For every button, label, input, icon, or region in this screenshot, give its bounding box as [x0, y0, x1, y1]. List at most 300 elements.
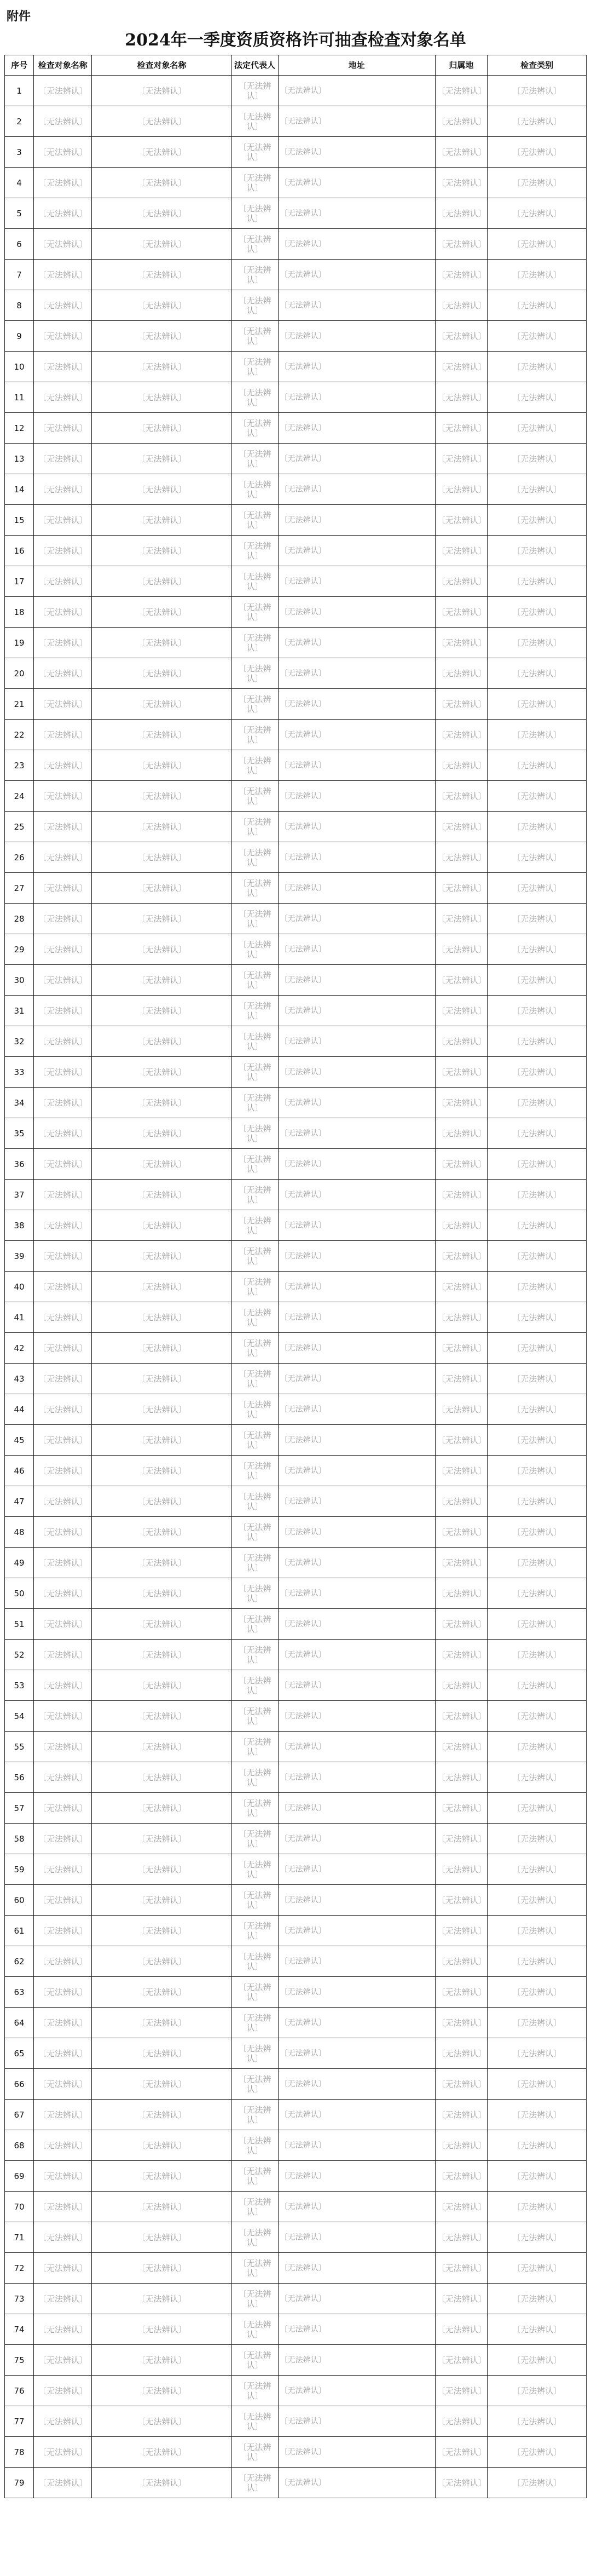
person-cell: 〔无法辨认〕 — [34, 1272, 92, 1302]
organization-name-cell: 〔无法辨认〕 — [92, 658, 231, 689]
inspection-category-cell: 〔无法辨认〕 — [488, 1517, 587, 1548]
region-cell: 〔无法辨认〕 — [435, 812, 488, 842]
region-cell: 〔无法辨认〕 — [435, 1793, 488, 1824]
person-cell: 〔无法辨认〕 — [34, 1762, 92, 1793]
inspection-category-cell: 〔无法辨认〕 — [488, 1762, 587, 1793]
table-row — [5, 2468, 587, 2498]
address-cell: 〔无法辨认〕 — [278, 781, 435, 812]
inspection-category-cell: 〔无法辨认〕 — [488, 168, 587, 198]
region-cell: 〔无法辨认〕 — [435, 1885, 488, 1916]
person-cell: 〔无法辨认〕 — [34, 996, 92, 1026]
person-cell: 〔无法辨认〕 — [34, 474, 92, 505]
address-cell: 〔无法辨认〕 — [278, 2161, 435, 2192]
organization-name-cell: 〔无法辨认〕 — [92, 290, 231, 321]
legal-representative-cell: 〔无法辨认〕 — [231, 536, 278, 566]
inspection-category-cell: 〔无法辨认〕 — [488, 965, 587, 996]
region-cell: 〔无法辨认〕 — [435, 1210, 488, 1241]
inspection-category-cell: 〔无法辨认〕 — [488, 321, 587, 352]
person-cell: 〔无法辨认〕 — [34, 1701, 92, 1732]
region-cell: 〔无法辨认〕 — [435, 1180, 488, 1210]
table-row — [5, 168, 587, 198]
address-cell: 〔无法辨认〕 — [278, 720, 435, 750]
organization-name-cell: 〔无法辨认〕 — [92, 1149, 231, 1180]
legal-representative-cell: 〔无法辨认〕 — [231, 1640, 278, 1670]
table-row — [5, 2437, 587, 2468]
region-cell: 〔无法辨认〕 — [435, 1241, 488, 1272]
region-cell: 〔无法辨认〕 — [435, 628, 488, 658]
legal-representative-cell: 〔无法辨认〕 — [231, 2345, 278, 2376]
row-number-cell: 6 — [5, 229, 34, 260]
address-cell: 〔无法辨认〕 — [278, 628, 435, 658]
organization-name-cell: 〔无法辨认〕 — [92, 2008, 231, 2038]
person-cell: 〔无法辨认〕 — [34, 2069, 92, 2100]
region-cell: 〔无法辨认〕 — [435, 1824, 488, 1854]
row-number-cell: 37 — [5, 1180, 34, 1210]
row-number-cell: 44 — [5, 1394, 34, 1425]
organization-name-cell: 〔无法辨认〕 — [92, 1640, 231, 1670]
organization-name-cell: 〔无法辨认〕 — [92, 628, 231, 658]
legal-representative-cell: 〔无法辨认〕 — [231, 628, 278, 658]
organization-name-cell: 〔无法辨认〕 — [92, 1762, 231, 1793]
row-number-cell: 24 — [5, 781, 34, 812]
inspection-category-cell: 〔无法辨认〕 — [488, 260, 587, 290]
region-cell: 〔无法辨认〕 — [435, 260, 488, 290]
organization-name-cell: 〔无法辨认〕 — [92, 1517, 231, 1548]
row-number-cell: 28 — [5, 904, 34, 934]
inspection-category-cell: 〔无法辨认〕 — [488, 1732, 587, 1762]
table-row — [5, 1486, 587, 1517]
organization-name-cell: 〔无法辨认〕 — [92, 1486, 231, 1517]
region-cell: 〔无法辨认〕 — [435, 505, 488, 536]
address-cell: 〔无法辨认〕 — [278, 1180, 435, 1210]
inspection-category-cell: 〔无法辨认〕 — [488, 2008, 587, 2038]
inspection-category-cell: 〔无法辨认〕 — [488, 904, 587, 934]
legal-representative-cell: 〔无法辨认〕 — [231, 720, 278, 750]
inspection-category-cell: 〔无法辨认〕 — [488, 2222, 587, 2253]
address-cell: 〔无法辨认〕 — [278, 873, 435, 904]
organization-name-cell: 〔无法辨认〕 — [92, 1609, 231, 1640]
table-row — [5, 352, 587, 382]
address-cell: 〔无法辨认〕 — [278, 934, 435, 965]
organization-name-cell: 〔无法辨认〕 — [92, 812, 231, 842]
table-row — [5, 1854, 587, 1885]
address-cell: 〔无法辨认〕 — [278, 1977, 435, 2008]
person-cell: 〔无法辨认〕 — [34, 1946, 92, 1977]
organization-name-cell: 〔无法辨认〕 — [92, 505, 231, 536]
table-row — [5, 1057, 587, 1088]
legal-representative-cell: 〔无法辨认〕 — [231, 2161, 278, 2192]
person-cell: 〔无法辨认〕 — [34, 812, 92, 842]
legal-representative-cell: 〔无法辨认〕 — [231, 1026, 278, 1057]
organization-name-cell: 〔无法辨认〕 — [92, 2437, 231, 2468]
address-cell: 〔无法辨认〕 — [278, 689, 435, 720]
row-number-cell: 75 — [5, 2345, 34, 2376]
table-row — [5, 1517, 587, 1548]
inspection-category-cell: 〔无法辨认〕 — [488, 1210, 587, 1241]
table-row — [5, 1118, 587, 1149]
organization-name-cell: 〔无法辨认〕 — [92, 413, 231, 444]
organization-name-cell: 〔无法辨认〕 — [92, 1701, 231, 1732]
legal-representative-cell: 〔无法辨认〕 — [231, 1793, 278, 1824]
column-header: 地址 — [278, 55, 435, 76]
region-cell: 〔无法辨认〕 — [435, 1916, 488, 1946]
table-row — [5, 842, 587, 873]
table-row — [5, 689, 587, 720]
table-row — [5, 1609, 587, 1640]
region-cell: 〔无法辨认〕 — [435, 873, 488, 904]
legal-representative-cell: 〔无法辨认〕 — [231, 1149, 278, 1180]
table-row — [5, 2192, 587, 2222]
table-row — [5, 720, 587, 750]
table-row — [5, 1302, 587, 1333]
region-cell: 〔无法辨认〕 — [435, 1026, 488, 1057]
table-row — [5, 321, 587, 352]
row-number-cell: 26 — [5, 842, 34, 873]
inspection-category-cell: 〔无法辨认〕 — [488, 873, 587, 904]
row-number-cell: 21 — [5, 689, 34, 720]
person-cell: 〔无法辨认〕 — [34, 1609, 92, 1640]
person-cell: 〔无法辨认〕 — [34, 1118, 92, 1149]
organization-name-cell: 〔无法辨认〕 — [92, 1885, 231, 1916]
person-cell: 〔无法辨认〕 — [34, 2038, 92, 2069]
legal-representative-cell: 〔无法辨认〕 — [231, 1701, 278, 1732]
organization-name-cell: 〔无法辨认〕 — [92, 1057, 231, 1088]
organization-name-cell: 〔无法辨认〕 — [92, 2468, 231, 2498]
table-row — [5, 597, 587, 628]
region-cell: 〔无法辨认〕 — [435, 2284, 488, 2314]
inspection-category-cell: 〔无法辨认〕 — [488, 1026, 587, 1057]
inspection-category-cell: 〔无法辨认〕 — [488, 1916, 587, 1946]
legal-representative-cell: 〔无法辨认〕 — [231, 413, 278, 444]
person-cell: 〔无法辨认〕 — [34, 2253, 92, 2284]
region-cell: 〔无法辨认〕 — [435, 750, 488, 781]
row-number-cell: 35 — [5, 1118, 34, 1149]
inspection-category-cell: 〔无法辨认〕 — [488, 2130, 587, 2161]
region-cell: 〔无法辨认〕 — [435, 137, 488, 168]
person-cell: 〔无法辨认〕 — [34, 505, 92, 536]
region-cell: 〔无法辨认〕 — [435, 996, 488, 1026]
legal-representative-cell: 〔无法辨认〕 — [231, 229, 278, 260]
row-number-cell: 45 — [5, 1425, 34, 1456]
organization-name-cell: 〔无法辨认〕 — [92, 1302, 231, 1333]
person-cell: 〔无法辨认〕 — [34, 1026, 92, 1057]
person-cell: 〔无法辨认〕 — [34, 260, 92, 290]
region-cell: 〔无法辨认〕 — [435, 229, 488, 260]
organization-name-cell: 〔无法辨认〕 — [92, 2038, 231, 2069]
person-cell: 〔无法辨认〕 — [34, 536, 92, 566]
table-row — [5, 444, 587, 474]
row-number-cell: 67 — [5, 2100, 34, 2130]
person-cell: 〔无法辨认〕 — [34, 597, 92, 628]
table-row — [5, 76, 587, 106]
row-number-cell: 54 — [5, 1701, 34, 1732]
legal-representative-cell: 〔无法辨认〕 — [231, 1824, 278, 1854]
row-number-cell: 76 — [5, 2376, 34, 2406]
address-cell: 〔无法辨认〕 — [278, 1701, 435, 1732]
legal-representative-cell: 〔无法辨认〕 — [231, 352, 278, 382]
legal-representative-cell: 〔无法辨认〕 — [231, 566, 278, 597]
person-cell: 〔无法辨认〕 — [34, 229, 92, 260]
table-row — [5, 1088, 587, 1118]
address-cell: 〔无法辨认〕 — [278, 2376, 435, 2406]
region-cell: 〔无法辨认〕 — [435, 1394, 488, 1425]
person-cell: 〔无法辨认〕 — [34, 720, 92, 750]
person-cell: 〔无法辨认〕 — [34, 965, 92, 996]
legal-representative-cell: 〔无法辨认〕 — [231, 321, 278, 352]
legal-representative-cell: 〔无法辨认〕 — [231, 1057, 278, 1088]
region-cell: 〔无法辨认〕 — [435, 1302, 488, 1333]
table-row — [5, 904, 587, 934]
person-cell: 〔无法辨认〕 — [34, 1149, 92, 1180]
region-cell: 〔无法辨认〕 — [435, 1486, 488, 1517]
person-cell: 〔无法辨认〕 — [34, 2345, 92, 2376]
inspection-category-cell: 〔无法辨认〕 — [488, 1364, 587, 1394]
legal-representative-cell: 〔无法辨认〕 — [231, 781, 278, 812]
organization-name-cell: 〔无法辨认〕 — [92, 2345, 231, 2376]
row-number-cell: 73 — [5, 2284, 34, 2314]
inspection-category-cell: 〔无法辨认〕 — [488, 658, 587, 689]
person-cell: 〔无法辨认〕 — [34, 1180, 92, 1210]
column-header: 序号 — [5, 55, 34, 76]
inspection-category-cell: 〔无法辨认〕 — [488, 628, 587, 658]
row-number-cell: 16 — [5, 536, 34, 566]
table-row — [5, 934, 587, 965]
row-number-cell: 65 — [5, 2038, 34, 2069]
address-cell: 〔无法辨认〕 — [278, 1732, 435, 1762]
address-cell: 〔无法辨认〕 — [278, 2069, 435, 2100]
legal-representative-cell: 〔无法辨认〕 — [231, 2284, 278, 2314]
organization-name-cell: 〔无法辨认〕 — [92, 1548, 231, 1578]
table-row — [5, 658, 587, 689]
address-cell: 〔无法辨认〕 — [278, 1548, 435, 1578]
legal-representative-cell: 〔无法辨认〕 — [231, 842, 278, 873]
table-row — [5, 1333, 587, 1364]
inspection-category-cell: 〔无法辨认〕 — [488, 2437, 587, 2468]
person-cell: 〔无法辨认〕 — [34, 1364, 92, 1394]
region-cell: 〔无法辨认〕 — [435, 2376, 488, 2406]
address-cell: 〔无法辨认〕 — [278, 1578, 435, 1609]
table-row — [5, 1241, 587, 1272]
address-cell: 〔无法辨认〕 — [278, 1916, 435, 1946]
legal-representative-cell: 〔无法辨认〕 — [231, 1302, 278, 1333]
address-cell: 〔无法辨认〕 — [278, 1762, 435, 1793]
address-cell: 〔无法辨认〕 — [278, 1394, 435, 1425]
row-number-cell: 58 — [5, 1824, 34, 1854]
address-cell: 〔无法辨认〕 — [278, 352, 435, 382]
organization-name-cell: 〔无法辨认〕 — [92, 1333, 231, 1364]
person-cell: 〔无法辨认〕 — [34, 566, 92, 597]
table-row — [5, 1701, 587, 1732]
organization-name-cell: 〔无法辨认〕 — [92, 321, 231, 352]
inspection-category-cell: 〔无法辨认〕 — [488, 444, 587, 474]
row-number-cell: 60 — [5, 1885, 34, 1916]
address-cell: 〔无法辨认〕 — [278, 1241, 435, 1272]
organization-name-cell: 〔无法辨认〕 — [92, 2100, 231, 2130]
inspection-category-cell: 〔无法辨认〕 — [488, 781, 587, 812]
row-number-cell: 14 — [5, 474, 34, 505]
person-cell: 〔无法辨认〕 — [34, 1670, 92, 1701]
row-number-cell: 43 — [5, 1364, 34, 1394]
region-cell: 〔无法辨认〕 — [435, 689, 488, 720]
person-cell: 〔无法辨认〕 — [34, 1916, 92, 1946]
address-cell: 〔无法辨认〕 — [278, 2345, 435, 2376]
column-header: 检查对象名称 — [34, 55, 92, 76]
table-row — [5, 996, 587, 1026]
row-number-cell: 13 — [5, 444, 34, 474]
person-cell: 〔无法辨认〕 — [34, 2314, 92, 2345]
table-row — [5, 628, 587, 658]
region-cell: 〔无法辨认〕 — [435, 198, 488, 229]
table-row — [5, 106, 587, 137]
region-cell: 〔无法辨认〕 — [435, 1578, 488, 1609]
region-cell: 〔无法辨认〕 — [435, 566, 488, 597]
address-cell: 〔无法辨认〕 — [278, 1425, 435, 1456]
inspection-category-cell: 〔无法辨认〕 — [488, 2376, 587, 2406]
organization-name-cell: 〔无法辨认〕 — [92, 1118, 231, 1149]
row-number-cell: 62 — [5, 1946, 34, 1977]
legal-representative-cell: 〔无法辨认〕 — [231, 1977, 278, 2008]
row-number-cell: 33 — [5, 1057, 34, 1088]
legal-representative-cell: 〔无法辨认〕 — [231, 444, 278, 474]
person-cell: 〔无法辨认〕 — [34, 1824, 92, 1854]
row-number-cell: 77 — [5, 2406, 34, 2437]
legal-representative-cell: 〔无法辨认〕 — [231, 1272, 278, 1302]
row-number-cell: 61 — [5, 1916, 34, 1946]
organization-name-cell: 〔无法辨认〕 — [92, 2161, 231, 2192]
legal-representative-cell: 〔无法辨认〕 — [231, 168, 278, 198]
person-cell: 〔无法辨认〕 — [34, 2222, 92, 2253]
organization-name-cell: 〔无法辨认〕 — [92, 1364, 231, 1394]
table-row — [5, 2130, 587, 2161]
row-number-cell: 48 — [5, 1517, 34, 1548]
region-cell: 〔无法辨认〕 — [435, 2192, 488, 2222]
row-number-cell: 12 — [5, 413, 34, 444]
organization-name-cell: 〔无法辨认〕 — [92, 1210, 231, 1241]
region-cell: 〔无法辨认〕 — [435, 1670, 488, 1701]
address-cell: 〔无法辨认〕 — [278, 2038, 435, 2069]
row-number-cell: 57 — [5, 1793, 34, 1824]
region-cell: 〔无法辨认〕 — [435, 2345, 488, 2376]
legal-representative-cell: 〔无法辨认〕 — [231, 996, 278, 1026]
inspection-category-cell: 〔无法辨认〕 — [488, 536, 587, 566]
legal-representative-cell: 〔无法辨认〕 — [231, 904, 278, 934]
inspection-category-cell: 〔无法辨认〕 — [488, 597, 587, 628]
row-number-cell: 20 — [5, 658, 34, 689]
table-row — [5, 198, 587, 229]
address-cell: 〔无法辨认〕 — [278, 505, 435, 536]
region-cell: 〔无法辨认〕 — [435, 658, 488, 689]
inspection-category-cell: 〔无法辨认〕 — [488, 290, 587, 321]
person-cell: 〔无法辨认〕 — [34, 321, 92, 352]
address-cell: 〔无法辨认〕 — [278, 321, 435, 352]
person-cell: 〔无法辨认〕 — [34, 1977, 92, 2008]
inspection-category-cell: 〔无法辨认〕 — [488, 1241, 587, 1272]
organization-name-cell: 〔无法辨认〕 — [92, 1394, 231, 1425]
row-number-cell: 40 — [5, 1272, 34, 1302]
address-cell: 〔无法辨认〕 — [278, 1149, 435, 1180]
column-header: 检查对象名称 — [92, 55, 231, 76]
person-cell: 〔无法辨认〕 — [34, 1456, 92, 1486]
address-cell: 〔无法辨认〕 — [278, 444, 435, 474]
address-cell: 〔无法辨认〕 — [278, 2406, 435, 2437]
row-number-cell: 7 — [5, 260, 34, 290]
row-number-cell: 22 — [5, 720, 34, 750]
inspection-category-cell: 〔无法辨认〕 — [488, 934, 587, 965]
table-row — [5, 2222, 587, 2253]
address-cell: 〔无法辨认〕 — [278, 1210, 435, 1241]
organization-name-cell: 〔无法辨认〕 — [92, 1670, 231, 1701]
address-cell: 〔无法辨认〕 — [278, 137, 435, 168]
person-cell: 〔无法辨认〕 — [34, 2376, 92, 2406]
address-cell: 〔无法辨认〕 — [278, 1118, 435, 1149]
organization-name-cell: 〔无法辨认〕 — [92, 689, 231, 720]
person-cell: 〔无法辨认〕 — [34, 290, 92, 321]
legal-representative-cell: 〔无法辨认〕 — [231, 76, 278, 106]
inspection-category-cell: 〔无法辨认〕 — [488, 2345, 587, 2376]
address-cell: 〔无法辨认〕 — [278, 1088, 435, 1118]
inspection-category-cell: 〔无法辨认〕 — [488, 1793, 587, 1824]
address-cell: 〔无法辨认〕 — [278, 198, 435, 229]
inspection-category-cell: 〔无法辨认〕 — [488, 2406, 587, 2437]
row-number-cell: 11 — [5, 382, 34, 413]
row-number-cell: 55 — [5, 1732, 34, 1762]
address-cell: 〔无法辨认〕 — [278, 1456, 435, 1486]
table-row — [5, 873, 587, 904]
inspection-category-cell: 〔无法辨认〕 — [488, 1425, 587, 1456]
organization-name-cell: 〔无法辨认〕 — [92, 260, 231, 290]
row-number-cell: 9 — [5, 321, 34, 352]
legal-representative-cell: 〔无法辨认〕 — [231, 1548, 278, 1578]
inspection-category-cell: 〔无法辨认〕 — [488, 2284, 587, 2314]
organization-name-cell: 〔无法辨认〕 — [92, 352, 231, 382]
address-cell: 〔无法辨认〕 — [278, 2100, 435, 2130]
row-number-cell: 59 — [5, 1854, 34, 1885]
inspection-category-cell: 〔无法辨认〕 — [488, 750, 587, 781]
legal-representative-cell: 〔无法辨认〕 — [231, 1670, 278, 1701]
organization-name-cell: 〔无法辨认〕 — [92, 474, 231, 505]
row-number-cell: 18 — [5, 597, 34, 628]
person-cell: 〔无法辨认〕 — [34, 1302, 92, 1333]
region-cell: 〔无法辨认〕 — [435, 106, 488, 137]
legal-representative-cell: 〔无法辨认〕 — [231, 1916, 278, 1946]
table-row — [5, 1578, 587, 1609]
legal-representative-cell: 〔无法辨认〕 — [231, 2437, 278, 2468]
region-cell: 〔无法辨认〕 — [435, 2314, 488, 2345]
row-number-cell: 41 — [5, 1302, 34, 1333]
region-cell: 〔无法辨认〕 — [435, 1272, 488, 1302]
address-cell: 〔无法辨认〕 — [278, 260, 435, 290]
inspection-category-cell: 〔无法辨认〕 — [488, 1088, 587, 1118]
region-cell: 〔无法辨认〕 — [435, 1854, 488, 1885]
address-cell: 〔无法辨认〕 — [278, 1946, 435, 1977]
person-cell: 〔无法辨认〕 — [34, 1333, 92, 1364]
organization-name-cell: 〔无法辨认〕 — [92, 996, 231, 1026]
row-number-cell: 70 — [5, 2192, 34, 2222]
region-cell: 〔无法辨认〕 — [435, 536, 488, 566]
inspection-category-cell: 〔无法辨认〕 — [488, 76, 587, 106]
address-cell: 〔无法辨认〕 — [278, 413, 435, 444]
attachment-label: 附件 — [7, 10, 31, 24]
table-row — [5, 229, 587, 260]
region-cell: 〔无法辨认〕 — [435, 290, 488, 321]
inspection-category-cell: 〔无法辨认〕 — [488, 996, 587, 1026]
inspection-category-cell: 〔无法辨认〕 — [488, 566, 587, 597]
person-cell: 〔无法辨认〕 — [34, 1088, 92, 1118]
region-cell: 〔无法辨认〕 — [435, 2253, 488, 2284]
legal-representative-cell: 〔无法辨认〕 — [231, 1364, 278, 1394]
legal-representative-cell: 〔无法辨认〕 — [231, 505, 278, 536]
organization-name-cell: 〔无法辨认〕 — [92, 842, 231, 873]
